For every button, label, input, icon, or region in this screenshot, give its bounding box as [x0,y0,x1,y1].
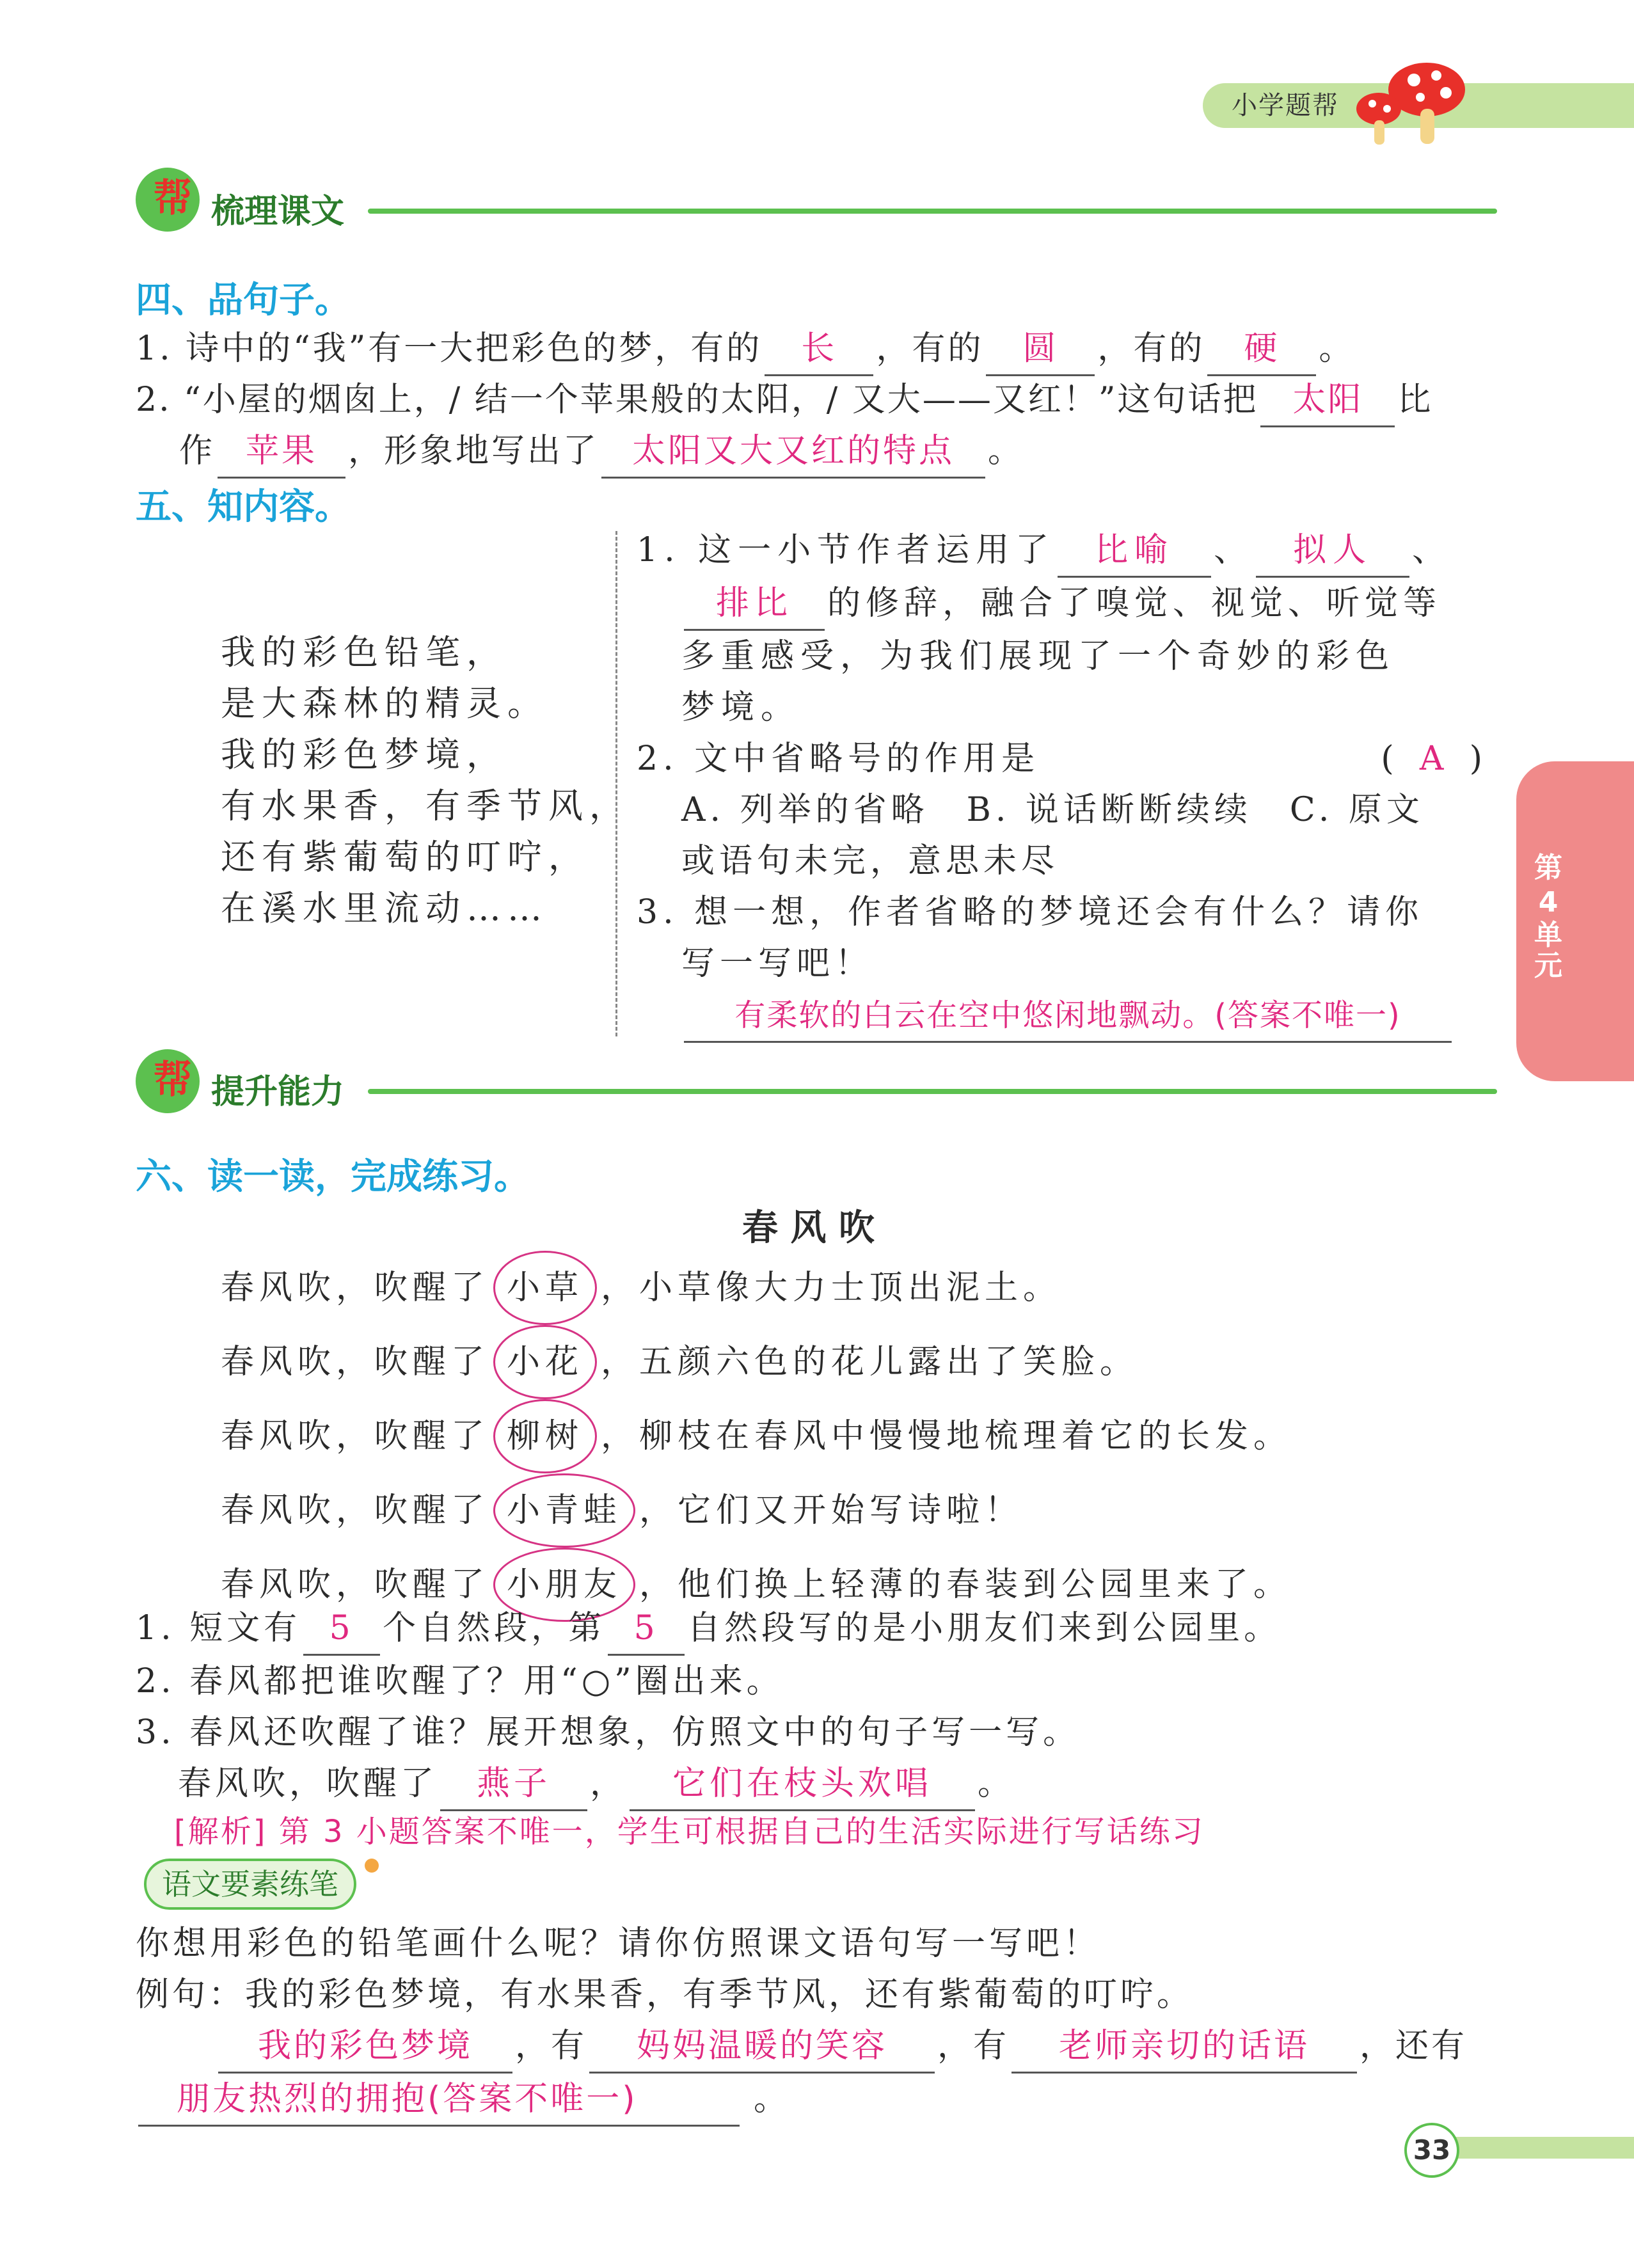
poem-line: 在溪水里流动…… [221,888,548,928]
practice-answer-line2 [136,2074,1467,2127]
q6-title: 六、读一读，完成练习。 [136,1156,530,1198]
q5-3-answer-row [637,989,1487,1043]
q4-2-text: 2. “小屋的烟囱上，/ 结一个苹果般的太阳，/ 又大——又红！”这句话把 [136,381,1258,419]
passage-text: 春风吹，吹醒了 [221,1417,490,1455]
passage [221,1251,1292,1622]
q5-1-answer-2: 拟人 [1256,525,1409,578]
passage-text: 春风吹，吹醒了 [221,1566,490,1604]
passage-line [221,1399,1292,1473]
page-number: 33 [1404,2123,1459,2178]
unit-tab-line2: 单元 [1534,919,1562,982]
practice-answer-3: 老师亲切的话语 [1011,2020,1357,2074]
q5-1-text: 1. 这一小节作者运用了 [637,531,1056,569]
q4-2-answer-3: 太阳又大又红的特点 [601,425,985,479]
q4-1-answer-2: 圆 [986,323,1095,376]
q4-2-text-3: ，形象地写出了 [348,432,599,470]
q6-3-answer-1: 燕子 [440,1758,587,1811]
practice-example: 例句：我的彩色梦境，有水果香，有季节风，还有紫葡萄的叮咛。 [136,1976,1194,2014]
tag-flower-icon [365,1859,379,1873]
q6-3-answer-2: 它们在枝头欢唱 [630,1758,975,1811]
practice-sep: ，有 [515,2027,587,2065]
q4-2-line2 [179,425,1024,479]
circled-answer: 小青蛙 [493,1473,635,1548]
q4-1 [136,323,1354,376]
q6-3: 3. 春风还吹醒了谁？展开想象，仿照文中的句子写一写。 [136,1713,1081,1752]
q6-2: 2. 春风都把谁吹醒了？用“○”圈出来。 [136,1662,784,1701]
circled-answer: 小草 [493,1251,597,1325]
section1-rule [368,209,1497,214]
analysis-note: [解析] 第 3 小题答案不唯一，学生可根据自己的生活实际进行写话练习 [174,1814,1205,1850]
passage-line [221,1251,1292,1325]
passage-text-2: ，五颜六色的花儿露出了笑脸。 [601,1343,1139,1381]
q5-2-answer: A [1419,740,1449,778]
practice-answer-1: 我的彩色梦境 [218,2020,512,2074]
poem-line: 有水果香，有季节风， [221,786,630,826]
q4-2-text-end: 比 [1397,381,1433,419]
q6-1-text: 1. 短文有 [136,1609,301,1647]
q6-1-answer-1: 5 [303,1603,380,1656]
q6-1-text-2: 个自然段，第 [383,1609,606,1647]
passage-text: 春风吹，吹醒了 [221,1343,490,1381]
practice-answer-2: 妈妈温暖的笑容 [589,2020,935,2074]
passage-text: 春风吹，吹醒了 [221,1491,490,1530]
passage-text: 春风吹，吹醒了 [221,1269,490,1307]
practice-sep-3: ，还有 [1360,2027,1468,2065]
q5-1-sep-2: 、 [1412,531,1452,569]
circled-answer: 柳树 [493,1399,597,1473]
q6-questions [136,1603,1281,1852]
passage-text-2: ，它们又开始写诗啦！ [639,1491,1024,1530]
practice-answer-line1 [136,2020,1467,2074]
q6-3-text: 春风吹，吹醒了 [178,1764,438,1803]
passage-text-2: ，柳枝在春风中慢慢地梳理着它的长发。 [601,1417,1292,1455]
q4-1-end: 。 [1319,329,1355,368]
q5-questions [637,525,1487,1043]
practice-sep-2: ，有 [937,2027,1010,2065]
section2-badge-char: 帮 [154,1058,192,1102]
q4-1-answer-1: 长 [765,323,873,376]
poem [221,627,630,934]
q4-title: 四、品句子。 [136,280,351,321]
q5-1-line3: 多重感受，为我们展现了一个奇妙的彩色 [681,637,1396,676]
mushroom-icon [1350,58,1471,147]
q4-1-text: 1. 诗中的“我”有一大把彩色的梦，有的 [136,329,763,368]
circled-answer: 小朋友 [493,1548,635,1622]
circled-answer: 小花 [493,1325,597,1399]
q5-1-line4: 梦境。 [681,688,801,727]
q5-2-paren-r: ) [1469,740,1487,778]
poem-line: 我的彩色梦境， [221,734,507,775]
q5-3-line1: 3. 想一想，作者省略的梦境还会有什么？请你 [637,893,1424,932]
passage-line [221,1473,1292,1548]
q6-1-answer-2: 5 [608,1603,685,1656]
q4-1-text-3: ，有的 [1097,329,1205,368]
q6-3-answer-row [136,1758,1281,1811]
poem-line: 还有紫葡萄的叮咛， [221,837,589,877]
q5-2-options-2: 或语句未完，意思未尽 [681,842,1059,880]
q5-2-line1 [637,733,1487,784]
q4-2-line1 [136,374,1432,427]
q5-1-line2 [637,578,1487,631]
section2-rule [368,1089,1497,1094]
q6-3-end: 。 [978,1764,1015,1803]
section1-badge-char: 帮 [154,176,192,221]
q5-1-text-2: 的修辞，融合了嗅觉、视觉、听觉等 [827,584,1442,623]
page-number-bar [1452,2137,1634,2159]
practice-tag: 语文要素练笔 [144,1859,356,1910]
passage-text-2: ，小草像大力士顶出泥土。 [601,1269,1062,1307]
q4-1-answer-3: 硬 [1207,323,1316,376]
q4-1-text-2: ，有的 [876,329,984,368]
practice-question: 你想用彩色的铅笔画什么呢？请你仿照课文语句写一写吧！ [136,1924,1101,1963]
poem-line: 我的彩色铅笔， [221,632,507,672]
q5-1-sep: 、 [1214,531,1254,569]
divider [615,531,617,1036]
q5-1-answer-3: 排比 [684,578,825,631]
passage-line [221,1325,1292,1399]
poem-line: 是大森林的精灵。 [221,683,548,724]
q6-1 [136,1603,1281,1656]
q5-1-answer-1: 比喻 [1058,525,1211,578]
q4-2-end: 。 [988,432,1024,470]
q5-title: 五、知内容。 [136,486,351,528]
section1-title: 梳理课文 [211,193,345,231]
unit-tab-text [1523,851,1574,981]
unit-tab-line1: 第 [1534,852,1562,884]
q4-2-answer-2: 苹果 [218,425,345,479]
passage-text-2: ，他们换上轻薄的春装到公园里来了。 [639,1566,1292,1604]
passage-title: 春 风 吹 [742,1207,875,1249]
q5-1-line1 [637,525,1487,578]
practice-body [136,1918,1467,2127]
practice-end: 。 [754,2080,790,2118]
q5-3-line2: 写一写吧！ [681,944,874,983]
q6-3-sep: ， [590,1764,628,1803]
practice-answer-4: 朋友热烈的拥抱(答案不唯一) [138,2074,740,2127]
q4-2-text-2: 作 [179,432,216,470]
brand-label: 小学题帮 [1232,91,1339,120]
q4-2-answer-1: 太阳 [1260,374,1395,427]
q5-2-paren: ( [1381,740,1399,778]
q5-2-text: 2. 文中省略号的作用是 [637,740,1040,778]
q5-3-answer: 有柔软的白云在空中悠闲地飘动。(答案不唯一) [684,990,1452,1043]
q6-1-text-3: 自然段写的是小朋友们来到公园里。 [687,1609,1281,1647]
section2-title: 提升能力 [211,1073,345,1111]
q5-2-options-1: A. 列举的省略 B. 说话断断续续 C. 原文 [681,791,1424,829]
unit-tab-number: 4 [1538,886,1559,919]
